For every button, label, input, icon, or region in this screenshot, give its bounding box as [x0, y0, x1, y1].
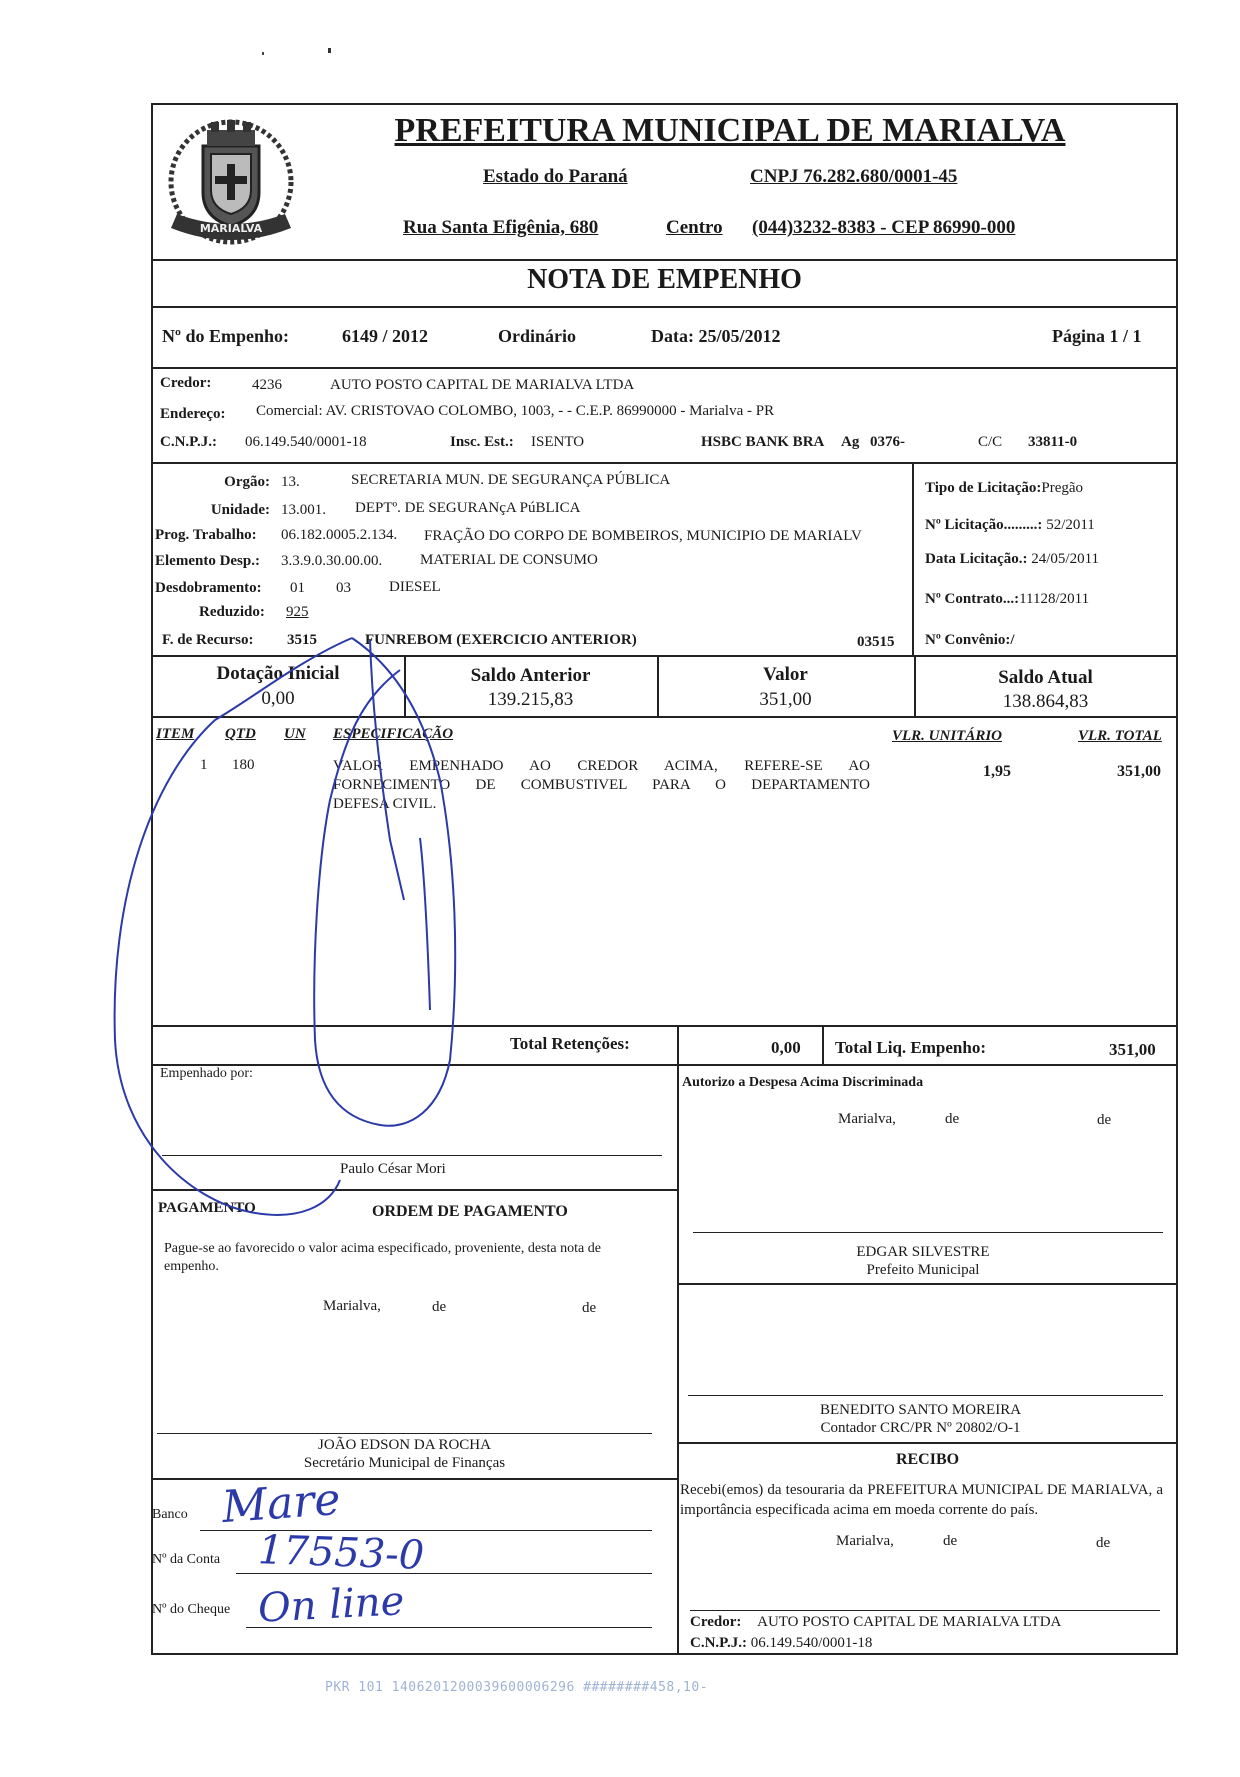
col-qtd: QTD [225, 726, 256, 742]
credor-cnpj-label: C.N.P.J.: [160, 434, 217, 450]
prog-name: FRAÇÃO DO CORPO DE BOMBEIROS, MUNICIPIO DE MARIALV [424, 528, 862, 544]
desdobramento-b: 03 [336, 580, 351, 596]
reduzido-label: Reduzido: [199, 604, 265, 620]
elemento-label: Elemento Desp.: [155, 553, 260, 569]
address-label: Rua Santa Efigênia, 680 [403, 217, 599, 238]
retencoes-label: Total Retenções: [510, 1034, 630, 1053]
recurso-label: F. de Recurso: [162, 632, 254, 648]
phone-cep-label: (044)3232-8383 - CEP 86990-000 [752, 217, 1016, 238]
contrato-value: 11128/2011 [1019, 591, 1090, 607]
liquido-value: 351,00 [1109, 1040, 1156, 1059]
licitacao-numero [925, 517, 1095, 534]
recurso-code-2: 03515 [857, 634, 895, 650]
orgao-name: SECRETARIA MUN. DE SEGURANÇA PÚBLICA [351, 472, 671, 488]
crest-banner-text: MARIALVA [199, 222, 263, 235]
state-label: Estado do Paraná [483, 166, 628, 187]
dotacao-value: 0,00 [261, 688, 295, 709]
recibo-credor [690, 1614, 1061, 1631]
contador-role: Contador CRC/PR Nº 20802/O-1 [820, 1420, 1021, 1436]
recibo-cnpj-label: C.N.P.J.: [690, 1635, 747, 1651]
licitacao-data-value: 24/05/2011 [1031, 551, 1100, 567]
empenho-number: 6149 / 2012 [342, 326, 429, 346]
item-total: 351,00 [1117, 763, 1161, 780]
item-description-line-1: VALOR EMPENHADO AO CREDOR ACIMA, REFERE-SE AO [333, 758, 870, 774]
pagamento-text: Pague-se ao favorecido o valor acima especificado, proveniente, desta nota de empenho. [164, 1241, 601, 1274]
liquido-label: Total Liq. Empenho: [835, 1038, 986, 1057]
unidade-code: 13.001. [281, 502, 326, 518]
autorizo-label: Autorizo a Despesa Acima Discriminada [682, 1075, 924, 1090]
ordem-pagamento-title: ORDEM DE PAGAMENTO [372, 1203, 568, 1220]
credor-cnpj: 06.149.540/0001-18 [245, 434, 367, 450]
autorizo-de-1: de [945, 1111, 960, 1127]
convenio-label: Nº Convênio:/ [925, 632, 1015, 648]
licitacao-numero-label: Nº Licitação.........: [925, 517, 1043, 533]
empenho-date: Data: 25/05/2012 [651, 326, 781, 346]
col-especificacao: ESPECIFICAÇÃO [333, 726, 454, 742]
banco-handwritten: Mare [220, 1473, 342, 1534]
recibo-de-2: de [1096, 1535, 1111, 1551]
credor-name: AUTO POSTO CAPITAL DE MARIALVA LTDA [330, 377, 635, 393]
recibo-city: Marialva, [836, 1533, 894, 1549]
licitacao-data [925, 551, 1099, 568]
item-qtd: 180 [232, 757, 255, 773]
scan-speck [328, 48, 331, 53]
dotacao-label: Dotação Inicial [216, 663, 340, 684]
credor-code: 4236 [252, 377, 282, 393]
secretario-role: Secretário Municipal de Finanças [303, 1455, 506, 1471]
recibo-de-1: de [943, 1533, 958, 1549]
licitacao-tipo [925, 480, 1083, 497]
licitacao-tipo-value: Pregão [1041, 480, 1084, 496]
autorizo-de-2: de [1097, 1112, 1112, 1128]
col-item: ITEM [156, 726, 195, 742]
desdobramento-name: DIESEL [389, 579, 441, 595]
orgao-label: Orgão: [224, 474, 270, 490]
item-description-line-2: FORNECIMENTO DE COMBUSTIVEL PARA O DEPARTAMENTO [333, 777, 870, 793]
item-unit-price: 1,95 [983, 763, 1011, 780]
credor-address: Comercial: AV. CRISTOVAO COLOMBO, 1003, - - C.E.P. 86990000 - Marialva - PR [256, 403, 775, 419]
credor-label: Credor: [160, 375, 212, 391]
recibo-text: Recebi(emos) da tesouraria da PREFEITURA MUNICIPAL DE MARIALVA, a importância especificada acima em moeda corrente do país. [680, 1482, 1163, 1518]
col-vlr-total: VLR. TOTAL [1078, 728, 1162, 744]
empenhado-por-label: Empenhado por: [160, 1066, 253, 1081]
conta-handwritten: 17553-0 [257, 1527, 425, 1579]
recurso-code: 3515 [287, 632, 317, 648]
account-label: C/C [978, 434, 1003, 450]
orgao-code: 13. [281, 474, 300, 490]
empenhado-signer: Paulo César Mori [340, 1161, 446, 1177]
saldo-atual-label: Saldo Atual [998, 667, 1093, 688]
document-title: NOTA DE EMPENHO [527, 264, 802, 295]
district-label: Centro [666, 217, 723, 238]
contrato-label: Nº Contrato...: [925, 591, 1020, 607]
pagamento-city: Marialva, [323, 1298, 381, 1314]
recurso-name: FUNREBOM (EXERCICIO ANTERIOR) [365, 632, 637, 648]
licitacao-tipo-label: Tipo de Licitação: [925, 480, 1042, 496]
valor-value: 351,00 [759, 689, 812, 710]
pagamento-de-1: de [432, 1299, 447, 1315]
prefeito-role: Prefeito Municipal [866, 1262, 980, 1278]
item-description-line-3: DEFESA CIVIL. [333, 796, 437, 812]
pagamento-label: PAGAMENTO [158, 1200, 256, 1216]
saldo-anterior-value: 139.215,83 [487, 689, 574, 710]
scan-speck [262, 52, 264, 55]
banco-label: Banco [152, 1507, 188, 1522]
bank-name: HSBC BANK BRA [701, 434, 825, 450]
unidade-label: Unidade: [210, 502, 270, 518]
recibo-credor-name: AUTO POSTO CAPITAL DE MARIALVA LTDA [757, 1614, 1062, 1630]
licitacao-numero-value: 52/2011 [1046, 517, 1095, 533]
recibo-title: RECIBO [895, 1451, 960, 1468]
elemento-name: MATERIAL DE CONSUMO [420, 552, 598, 568]
agency: 0376- [870, 434, 905, 450]
licitacao-data-label: Data Licitação.: [925, 551, 1028, 567]
col-un: UN [284, 726, 306, 742]
endereco-label: Endereço: [160, 406, 226, 422]
contrato [925, 591, 1089, 608]
contador-name: BENEDITO SANTO MOREIRA [819, 1402, 1022, 1418]
saldo-atual-value: 138.864,83 [1002, 691, 1089, 712]
prog-code: 06.182.0005.2.134. [281, 527, 398, 543]
empenho-number-label: Nº do Empenho: [162, 326, 289, 346]
page-number: Página 1 / 1 [1052, 326, 1142, 346]
item-number: 1 [200, 757, 208, 773]
saldo-anterior-label: Saldo Anterior [470, 665, 591, 686]
desdobramento-a: 01 [290, 580, 305, 596]
retencoes-value: 0,00 [771, 1038, 801, 1057]
conta-label: Nº da Conta [152, 1552, 221, 1567]
autorizo-city: Marialva, [838, 1111, 896, 1127]
empenho-type: Ordinário [498, 326, 577, 346]
pagamento-de-2: de [582, 1300, 597, 1316]
recibo-cnpj [690, 1635, 872, 1652]
agency-label: Ag [841, 434, 860, 450]
prefeito-name: EDGAR SILVESTRE [856, 1244, 990, 1260]
cnpj-label: CNPJ 76.282.680/0001-45 [750, 166, 958, 187]
desdobramento-label: Desdobramento: [155, 580, 262, 596]
col-vlr-unitario: VLR. UNITÁRIO [892, 728, 1003, 744]
valor-label: Valor [763, 664, 808, 685]
account: 33811-0 [1028, 434, 1078, 450]
recibo-cnpj-value: 06.149.540/0001-18 [750, 1635, 873, 1651]
cheque-handwritten: On line [256, 1578, 406, 1632]
page-title: PREFEITURA MUNICIPAL DE MARIALVA [394, 112, 1066, 149]
secretario-name: JOÃO EDSON DA ROCHA [318, 1437, 491, 1453]
insc-value: ISENTO [531, 434, 585, 450]
insc-label: Insc. Est.: [450, 434, 514, 450]
unidade-name: DEPTº. DE SEGURANçA PúBLICA [355, 500, 581, 516]
cheque-label: Nº do Cheque [152, 1602, 231, 1617]
reduzido-value: 925 [286, 604, 309, 620]
item-description [333, 757, 870, 814]
recibo-credor-label: Credor: [690, 1614, 742, 1630]
prog-label: Prog. Trabalho: [155, 527, 257, 543]
footer-stamp-code: PKR 101 1406201200039600006296 ########458,10- [325, 1680, 709, 1695]
elemento-code: 3.3.9.0.30.00.00. [281, 553, 383, 569]
